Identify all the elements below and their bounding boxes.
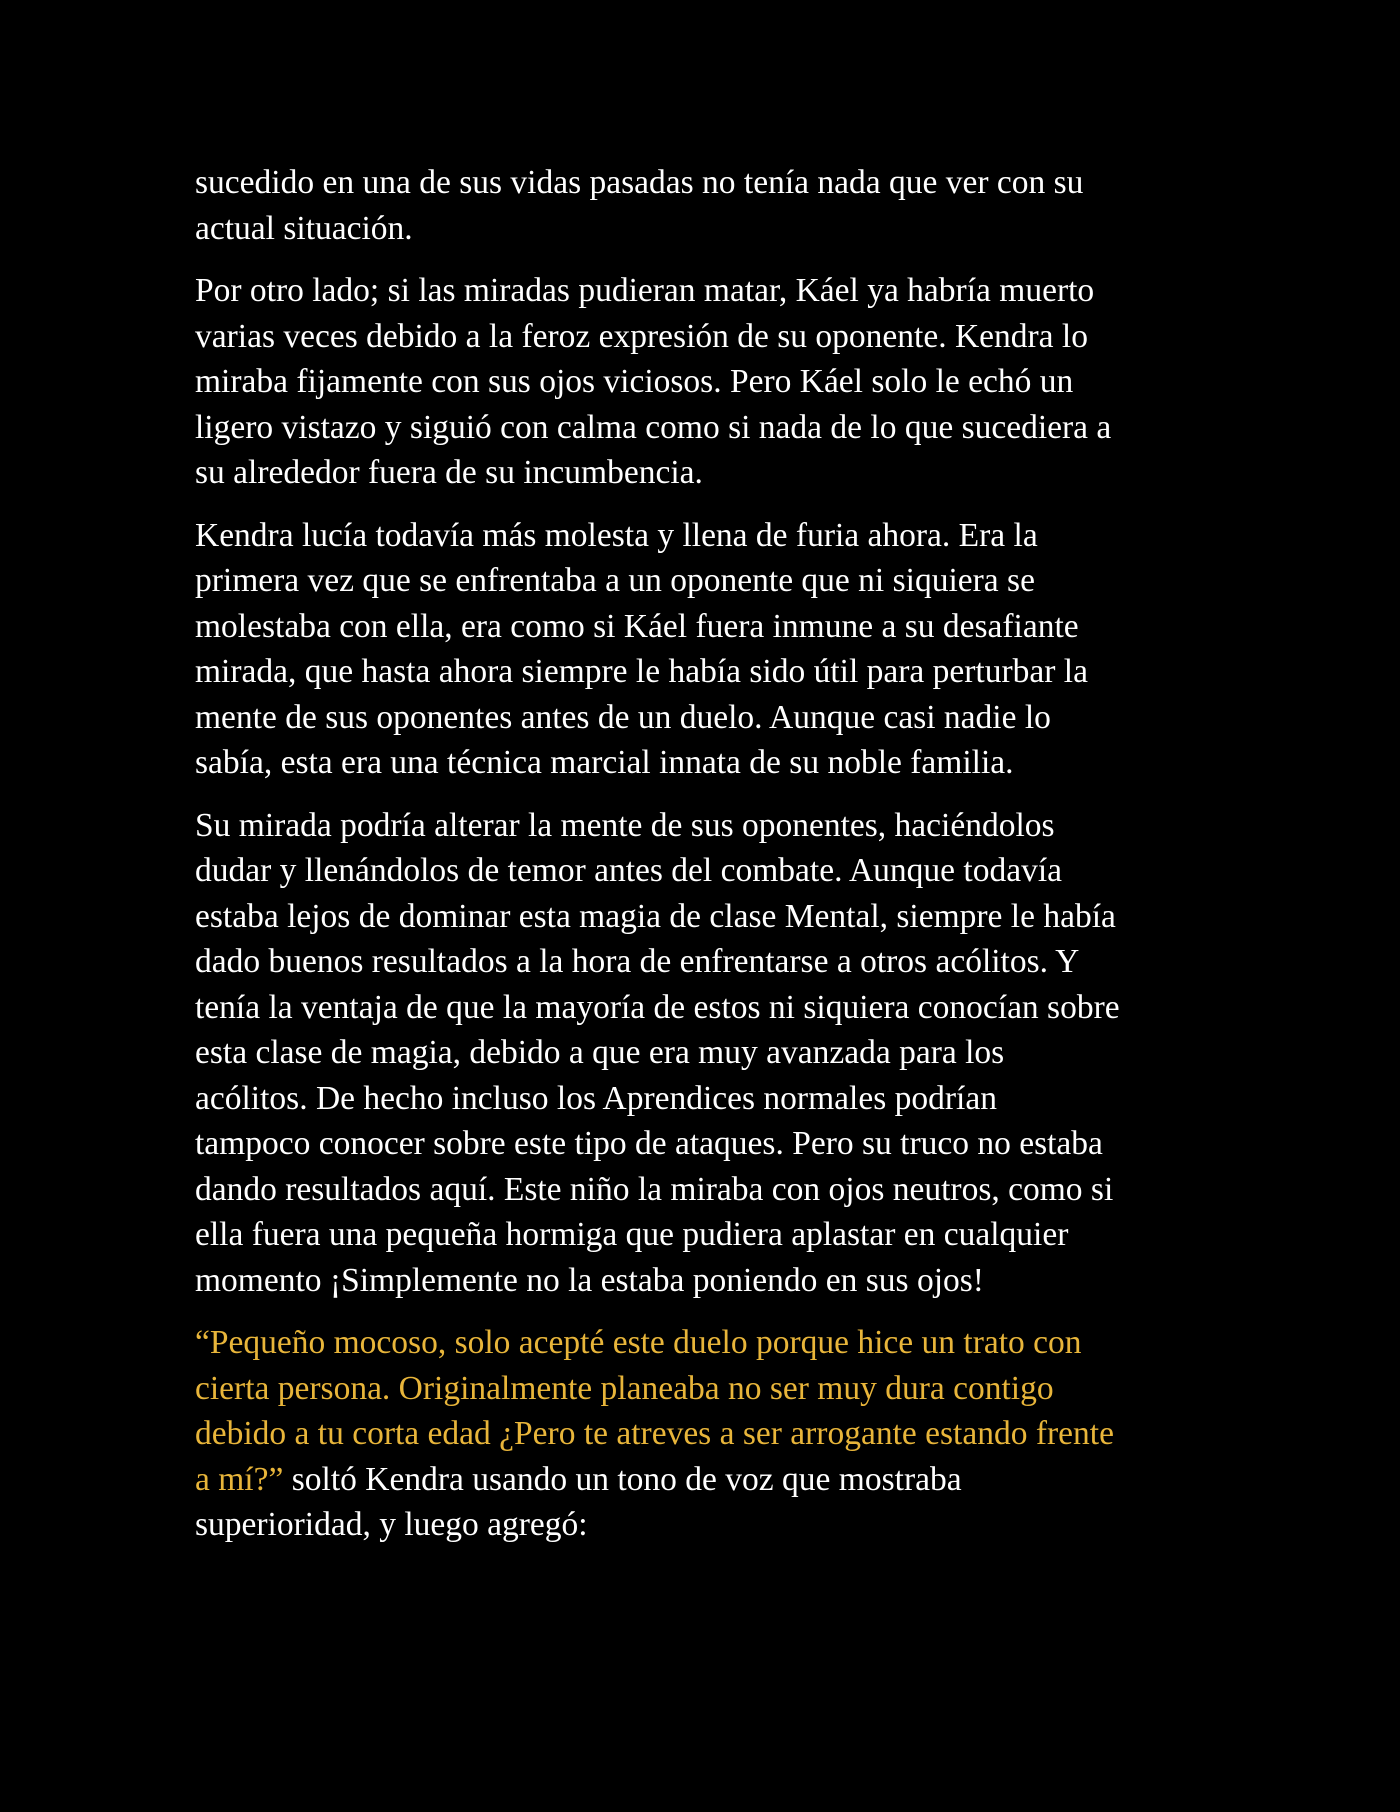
document-page <box>195 160 1225 1565</box>
paragraph: Su mirada podría alterar la mente de sus oponentes, haciéndolos dudar y llenándolos de temor antes del combate. Aunque todavía estaba lejos de dominar esta magia de clase Mental, siempre le había dado buenos resultados a la hora de enfrentarse a otros acólitos. Y tenía la ventaja de que la mayoría de estos ni siquiera conocían sobre esta clase de magia, debido a que era muy avanzada para los acólitos. De hecho incluso los Aprendices normales podrían tampoco conocer sobre este tipo de ataques. Pero su truco no estaba dando resultados aquí. Este niño la miraba con ojos neutros, como si ella fuera una pequeña hormiga que pudiera aplastar en cualquier momento ¡Simplemente no la estaba poniendo en sus ojos! <box>195 806 1120 1299</box>
dialogue-paragraph <box>195 1320 1225 1548</box>
paragraph: Kendra lucía todavía más molesta y llena de furia ahora. Era la primera vez que se enfrentaba a un oponente que ni siquiera se molestaba con ella, era como si Káel fuera inmune a su desafiante mirada, que hasta ahora siempre le había sido útil para perturbar la mente de sus oponentes antes de un duelo. Aunque casi nadie lo sabía, esta era una técnica marcial innata de su noble familia. <box>195 516 1088 781</box>
narration-text: soltó Kendra usando un tono de voz que mostraba superioridad, y luego agregó: <box>195 1460 962 1543</box>
paragraph: Por otro lado; si las miradas pudieran matar, Káel ya habría muerto varias veces debido a la feroz expresión de su oponente. Kendra lo miraba fijamente con sus ojos viciosos. Pero Káel solo le echó un ligero vistazo y siguió con calma como si nada de lo que sucediera a su alrededor fuera de su incumbencia. <box>195 272 1112 491</box>
paragraph: sucedido en una de sus vidas pasadas no tenía nada que ver con su actual situación. <box>195 164 1084 247</box>
dialogue-quote: “Pequeño mocoso, solo acepté este duelo porque hice un trato con cierta persona. Originalmente planeaba no ser muy dura contigo debido a tu corta edad ¿Pero te atreves a ser arrogante estando frente a mí?” <box>195 1324 1114 1498</box>
